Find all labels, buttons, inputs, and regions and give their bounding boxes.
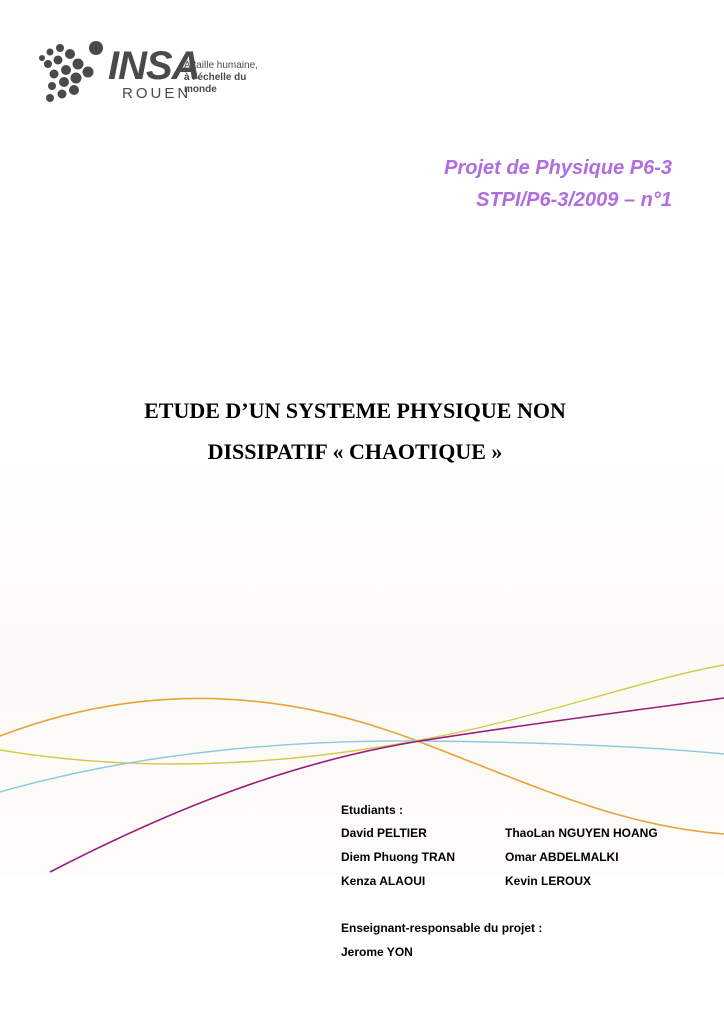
supervisor-name: Jerome YON: [341, 945, 413, 959]
wave-purple: [50, 698, 724, 872]
logo-city: ROUEN: [122, 85, 192, 102]
student-name: Diem Phuong TRAN: [341, 850, 455, 864]
logo-tagline-1: À taille humaine,: [184, 60, 258, 71]
supervisor-label: Enseignant-responsable du projet :: [341, 921, 543, 935]
logo-tagline-2: à l'échelle du monde: [184, 72, 247, 95]
student-name: Kevin LEROUX: [505, 874, 592, 888]
wave-yellow: [0, 665, 724, 764]
project-reference: STPI/P6-3/2009 – n°1: [476, 189, 672, 211]
project-name: Projet de Physique P6-3: [444, 157, 672, 179]
report-title-line-2: DISSIPATIF « CHAOTIQUE »: [207, 439, 503, 464]
student-name: Omar ABDELMALKI: [505, 850, 619, 864]
students-label: Etudiants :: [341, 803, 403, 817]
report-title-line-1: ETUDE D’UN SYSTEME PHYSIQUE NON: [144, 398, 566, 423]
logo-wordmark: INSA: [108, 44, 200, 88]
student-name: Kenza ALAOUI: [341, 874, 426, 888]
wave-blue: [0, 741, 724, 792]
student-name: David PELTIER: [341, 826, 427, 840]
decorative-waves: [0, 640, 724, 880]
insa-rouen-logo: [34, 36, 274, 116]
student-name: ThaoLan NGUYEN HOANG: [505, 826, 658, 840]
logo-dots-icon: [34, 36, 114, 108]
